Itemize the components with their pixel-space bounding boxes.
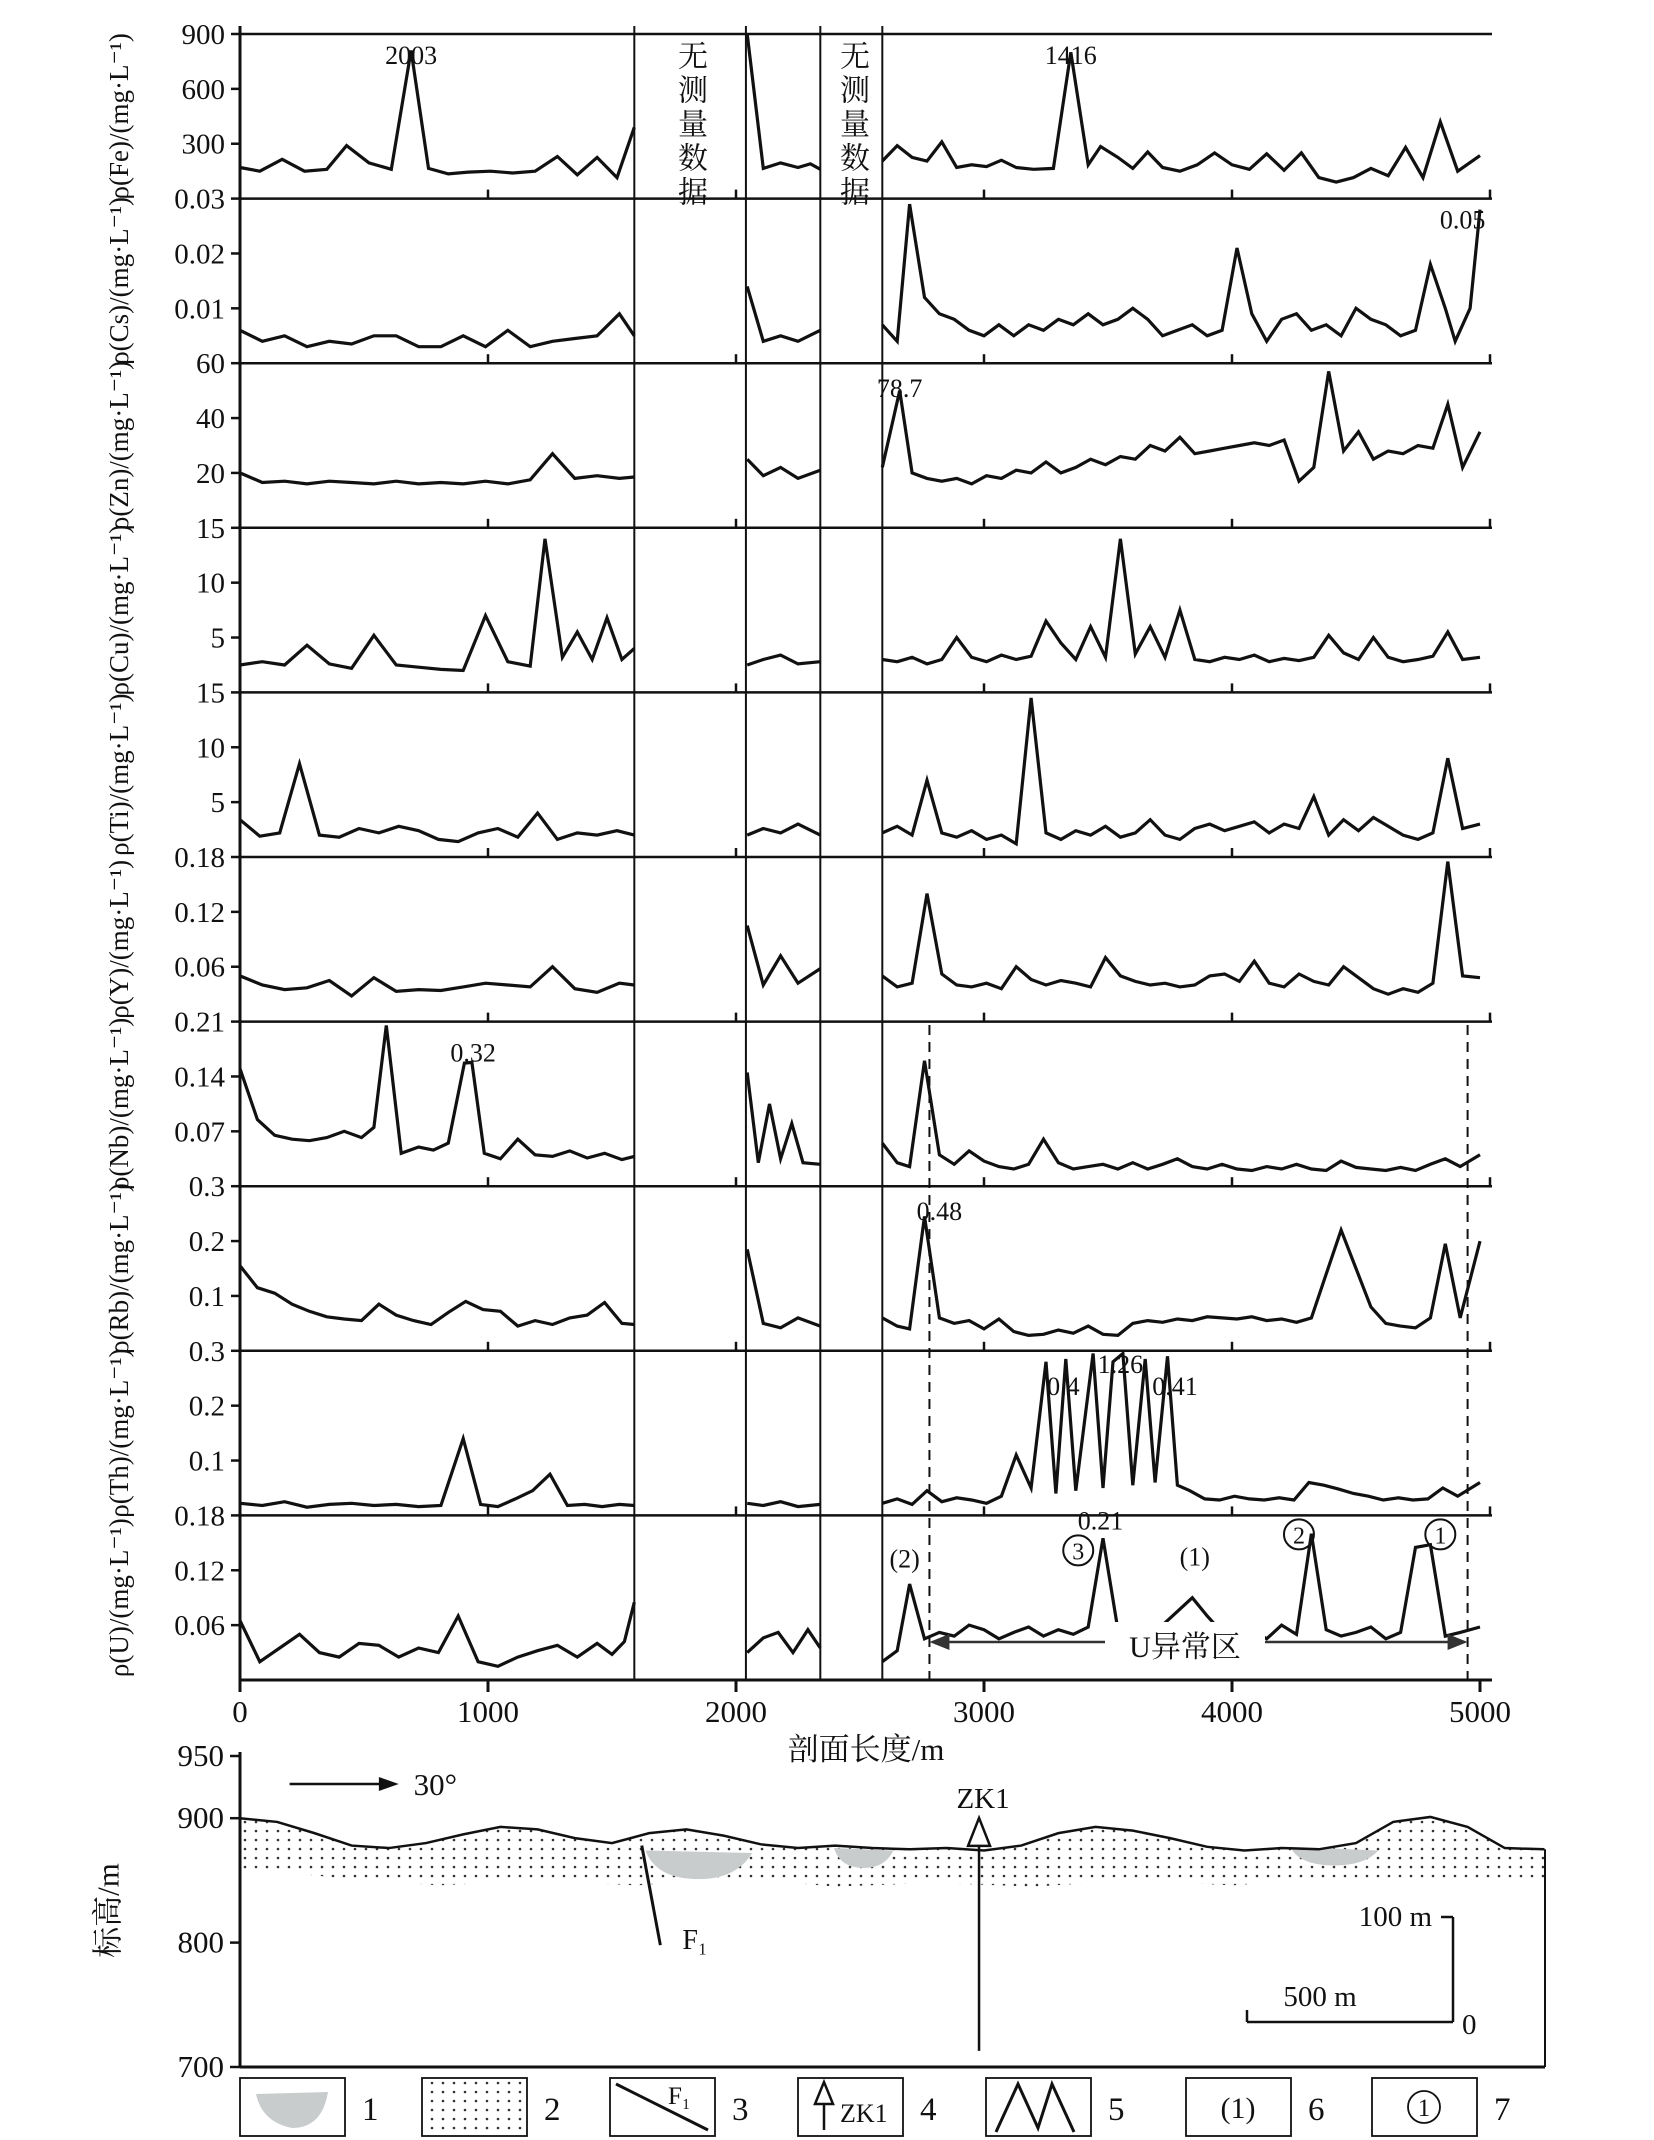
panel-ylabel-u: ρ(U)/(mg·L⁻¹) [104, 1518, 134, 1678]
y-tick-label: 20 [196, 457, 225, 490]
y-tick-label: 300 [181, 128, 225, 161]
series-fe [747, 34, 820, 169]
legend-item-6 [1186, 2078, 1325, 2136]
panel-ti [104, 677, 1492, 857]
series-cs [747, 286, 820, 341]
series-y [240, 967, 634, 996]
y-tick-label: 0.07 [174, 1116, 225, 1149]
series-cs [882, 204, 1480, 341]
series-fe [882, 52, 1480, 182]
fault-label: F₁ [682, 1925, 708, 1957]
y-tick-label: 15 [196, 512, 225, 545]
y-tick-label: 0.2 [188, 1390, 225, 1423]
annotation-value: 1416 [1044, 41, 1097, 70]
series-cs [240, 314, 634, 347]
series-th [747, 1502, 820, 1507]
scale-zero-label: 0 [1462, 2009, 1477, 2041]
y-tick-label: 0.06 [174, 951, 225, 984]
legend-item-number: 7 [1494, 2092, 1511, 2128]
series-ti [240, 764, 634, 842]
x-axis [232, 1680, 1511, 1729]
x-axis-title: 剖面长度/m [787, 1732, 945, 1767]
y-tick-label: 15 [196, 677, 225, 710]
panel-cs [104, 184, 1492, 365]
y-tick-label: 0.14 [174, 1061, 225, 1094]
series-fe [240, 51, 634, 178]
y-tick-label: 900 [181, 19, 225, 51]
annotation-value: 0.21 [1077, 1506, 1124, 1536]
y-tick-label: 0.02 [174, 238, 225, 271]
scale-vertical-label: 100 m [1358, 1901, 1432, 1933]
cross-section [178, 1738, 1546, 2084]
annotation-circled-number: 2 [1292, 1523, 1305, 1550]
legend-item-5 [986, 2078, 1125, 2136]
no-data-zone-label-1: 无测量数据 [673, 40, 706, 210]
x-tick-label: 1000 [457, 1694, 519, 1729]
series-nb [747, 1073, 820, 1165]
y-tick-label: 0.06 [174, 1610, 225, 1643]
borehole-arrowhead [968, 1818, 990, 1846]
scale-horizontal-label: 500 m [1283, 1981, 1357, 2013]
panel-th [104, 1336, 1492, 1518]
panel-ylabel-cs: ρ(Cs)/(mg·L⁻¹) [104, 197, 134, 365]
panel-u [104, 1500, 1492, 1680]
y-tick-label: 0.3 [188, 1171, 225, 1204]
panel-ylabel-y: ρ(Y)/(mg·L⁻¹) [104, 859, 134, 1019]
legend-item-1 [240, 2078, 379, 2136]
panel-cu [104, 513, 1492, 696]
legend-item-2 [422, 2078, 561, 2136]
y-tick-label: 0.12 [174, 896, 225, 929]
panel-zn [104, 348, 1492, 530]
series-y [747, 926, 820, 985]
annotation-value: 0.32 [450, 1038, 496, 1068]
legend-item-number: 3 [732, 2092, 749, 2128]
elevation-tick-label: 900 [177, 1800, 224, 1836]
dip-angle-label: 30° [413, 1767, 458, 1802]
annotation-circled-number: 3 [1072, 1539, 1085, 1566]
annotation-circled-number: 1 [1434, 1523, 1447, 1550]
series-rb [240, 1266, 634, 1326]
y-tick-label: 0.3 [188, 1335, 225, 1368]
y-tick-label: 0.12 [174, 1555, 225, 1588]
x-tick-label: 4000 [1201, 1694, 1263, 1729]
panel-ylabel-nb: ρ(Nb)/(mg·L⁻¹) [104, 1017, 134, 1191]
legend-stipple-symbol [424, 2080, 525, 2134]
legend-fault-label: F₁ [668, 2083, 691, 2110]
annotation-value: 0.41 [1152, 1371, 1198, 1401]
x-tick-label: 5000 [1449, 1694, 1511, 1729]
panel-ylabel-cu: ρ(Cu)/(mg·L⁻¹) [104, 524, 134, 696]
series-rb [882, 1216, 1480, 1335]
series-cu [882, 539, 1480, 664]
y-tick-label: 40 [196, 403, 225, 436]
series-rb [747, 1249, 820, 1328]
annotation-value: (1) [1179, 1542, 1210, 1572]
y-tick-label: 10 [196, 732, 225, 765]
elevation-axis-title: 标高/m [90, 1863, 126, 1958]
annotation-value: (2) [889, 1544, 920, 1574]
elevation-tick-label: 800 [177, 1924, 224, 1960]
y-tick-label: 0.03 [174, 183, 225, 216]
legend-circled-number: 1 [1417, 2095, 1431, 2122]
legend-item-number: 5 [1108, 2092, 1125, 2128]
y-tick-label: 0.21 [174, 1006, 225, 1039]
legend-row [240, 2078, 1511, 2136]
y-tick-label: 0.18 [174, 842, 225, 874]
y-tick-label: 0.1 [188, 1445, 225, 1478]
borehole-label: ZK1 [956, 1782, 1010, 1815]
legend-item-4 [798, 2078, 937, 2136]
series-u [240, 1602, 634, 1666]
y-tick-label: 5 [210, 787, 225, 820]
panel-nb [104, 1007, 1492, 1190]
y-tick-label: 0.2 [188, 1226, 225, 1259]
stacked-panels [104, 19, 1492, 1680]
panel-ylabel-th: ρ(Th)/(mg·L⁻¹) [104, 1348, 134, 1518]
legend-item-3 [610, 2078, 749, 2136]
series-zn [240, 454, 634, 484]
y-tick-label: 5 [210, 622, 225, 655]
series-th [240, 1439, 634, 1508]
y-tick-label: 0.1 [188, 1280, 225, 1313]
y-tick-label: 10 [196, 567, 225, 600]
series-ti [747, 824, 820, 835]
series-zn [882, 371, 1480, 484]
series-cu [747, 655, 820, 665]
legend-item-number: 2 [544, 2092, 561, 2128]
legend-paren-number-symbol: (1) [1220, 2092, 1256, 2125]
elevation-tick-label: 700 [177, 2049, 224, 2084]
dip-arrowhead [379, 1777, 399, 1791]
series-cu [240, 539, 634, 671]
panel-ylabel-fe: ρ(Fe)/(mg·L⁻¹) [104, 33, 134, 200]
y-tick-label: 0.18 [174, 1500, 225, 1533]
annotation-value: 2003 [385, 41, 438, 70]
legend-item-7 [1372, 2078, 1511, 2136]
series-u [747, 1630, 820, 1653]
legend-item-number: 6 [1308, 2092, 1325, 2128]
panel-rb [104, 1171, 1492, 1354]
y-tick-label: 600 [181, 73, 225, 106]
x-tick-label: 0 [232, 1694, 248, 1729]
annotation-value: 0.05 [1439, 205, 1486, 235]
series-nb [882, 1061, 1480, 1171]
series-zn [747, 459, 820, 478]
legend-item-number: 1 [362, 2092, 379, 2128]
panel-ylabel-ti: ρ(Ti)/(mg·L⁻¹) [104, 693, 134, 856]
y-tick-label: 0.01 [174, 293, 225, 326]
legend-borehole-label: ZK1 [840, 2099, 888, 2128]
panel-ylabel-rb: ρ(Rb)/(mg·L⁻¹) [104, 1183, 134, 1354]
y-tick-label: 60 [196, 348, 225, 381]
panel-fe [104, 19, 1492, 199]
annotation-value: 0.48 [916, 1197, 963, 1227]
u-anomaly-arrowhead-right [1448, 1634, 1468, 1650]
x-tick-label: 2000 [705, 1694, 767, 1729]
annotation-value: 0.4 [1047, 1371, 1080, 1401]
legend-item-number: 4 [920, 2092, 937, 2128]
series-nb [240, 1026, 634, 1160]
no-data-zone-label-2: 无测量数据 [835, 40, 868, 210]
panel-ylabel-zn: ρ(Zn)/(mg·L⁻¹) [104, 360, 134, 531]
x-tick-label: 3000 [953, 1694, 1015, 1729]
series-y [882, 862, 1480, 995]
series-ti [882, 698, 1480, 844]
panel-y [104, 842, 1492, 1022]
u-anomaly-zone-label: U异常区 [1105, 1622, 1265, 1666]
annotation-value: 78.7 [876, 374, 923, 404]
annotation-value: 1.26 [1097, 1349, 1144, 1379]
elevation-tick-label: 950 [177, 1738, 224, 1773]
